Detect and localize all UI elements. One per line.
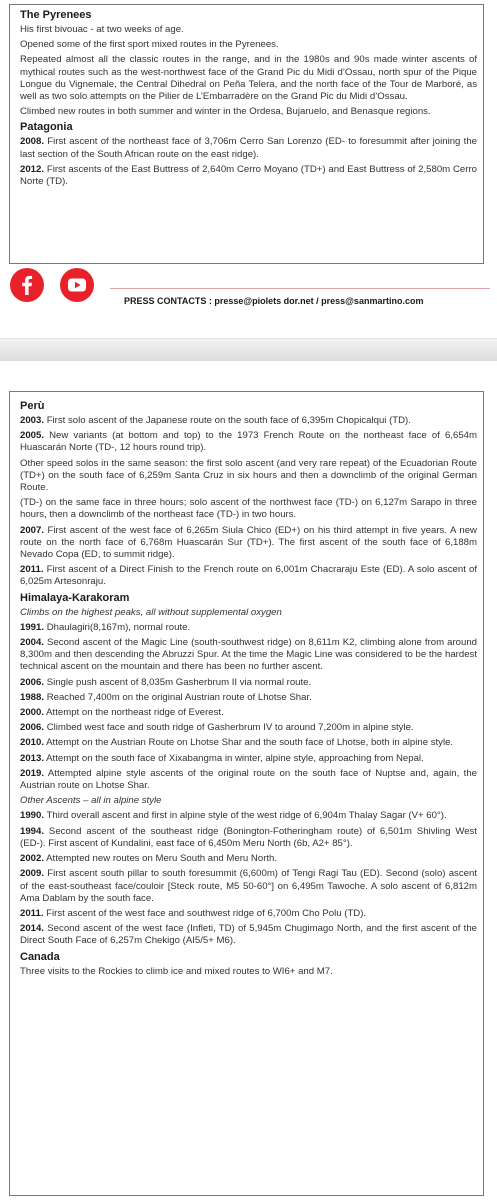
entry-year: 2008. <box>20 136 45 148</box>
section-title-peru: Perù <box>20 400 45 412</box>
canada-entry: Three visits to the Rockies to climb ice and mixed routes to WI6+ and M7. <box>20 965 333 977</box>
section-title-pyrenees: The Pyrenees <box>20 9 92 21</box>
entry-year: 1990. <box>20 810 45 822</box>
entry-year: 2014. <box>20 923 45 935</box>
bio-box-top <box>9 4 484 264</box>
entry-text: First solo ascent of the Japanese route on the south face of 6,395m Chopicalqui (TD). <box>46 415 411 426</box>
press-contacts: PRESS CONTACTS : presse@piolets dor.net / press@sanmartino.com <box>124 296 424 306</box>
entry-text: Climbed west face and south ridge of Gasherbrum IV to around 7,200m in alpine style. <box>46 722 414 734</box>
entry-year: 2011. <box>20 907 44 919</box>
section-title-canada: Canada <box>20 950 60 963</box>
other-entry <box>20 923 477 947</box>
pyrenees-line-1: His first bivouac - at two weeks of age. <box>20 24 184 35</box>
entry-text: First ascent south pillar to south foresummit (6,600m) of Tengi Ragi Tau (ED). Second (solo) ascent of the east-southeast face/couloir [Steck route, M5 50-60°] on 6,495m Tawoche. A solo ascent of 6,812m Ama Dablam by the south face. <box>20 868 477 904</box>
other-entry <box>20 810 477 822</box>
himalaya-entry <box>20 722 477 734</box>
entry-text: First ascent of the west face of 6,265m Siula Chico (ED+) on his third attempt in five years. A new route on the north face of 6,768m Huascarán Sur (TD+). The first ascent of the south face of 6,188m Nevado Copa (ED, to summit ridge). <box>20 524 477 561</box>
patagonia-entry <box>20 164 477 188</box>
entry-year: 2007. <box>20 524 45 536</box>
entry-text: First ascent of the west face and southwest ridge of 6,700m Cho Polu (TD). <box>46 907 367 919</box>
entry-text: Attempt on the Austrian Route on Lhotse Shar and the south face of Lhotse, both in alpine style. <box>46 737 454 749</box>
himalaya-entry <box>20 768 477 792</box>
entry-year: 1994. <box>20 825 45 837</box>
peru-entry <box>20 458 477 495</box>
entry-year: 2013. <box>20 752 45 764</box>
peru-entry <box>20 564 477 588</box>
entry-year: 2019. <box>20 767 45 779</box>
entry-year: 1991. <box>20 621 45 633</box>
page-separator <box>0 338 497 361</box>
entry-text: First ascent of the northeast face of 3,706m Cerro San Lorenzo (ED- to foresummit after joining the last section of the South African route on the east ridge). <box>20 136 477 160</box>
peru-entry <box>20 497 477 521</box>
entry-year: 2010. <box>20 737 45 749</box>
entry-year: 2000. <box>20 707 45 719</box>
himalaya-entry <box>20 622 477 634</box>
other-entry <box>20 853 477 865</box>
himalaya-entry <box>20 707 477 719</box>
entry-year: 2006. <box>20 722 45 734</box>
other-entry <box>20 908 477 920</box>
himalaya-entry <box>20 677 477 689</box>
pyrenees-line-3: Repeated almost all the classic routes in the range, and in the 1980s and 90s made winter ascents of mythical routes such as the west-northwest face of the Grand Pic du Midi d’Ossau, north spur of the Pique Longue du Vignemale, the Central Dihedral on Peña Telera, and the north face of the Tour de Marboré, as well as two solo attempts on the Pilier de L’Embarradère on the Grand Pic du Midi d’Ossau. <box>20 54 477 103</box>
youtube-icon[interactable] <box>60 268 94 302</box>
entry-text: Attempted new routes on Meru South and Meru North. <box>46 853 278 865</box>
contacts-divider <box>110 288 490 289</box>
entry-text: Third overall ascent and first in alpine style of the west ridge of 6,904m Thalay Sagar (V+ 60°). <box>46 810 447 822</box>
peru-entry <box>20 525 477 562</box>
entry-text: Single push ascent of 8,035m Gasherbrum II via normal route. <box>46 676 312 688</box>
entry-year: 2009. <box>20 868 45 880</box>
entry-text: Attempt on the south face of Xixabangma in winter, alpine style, approaching from Nepal. <box>46 752 424 764</box>
facebook-icon[interactable] <box>10 268 44 302</box>
section-title-himalaya: Himalaya-Karakoram <box>20 591 130 604</box>
pyrenees-line-2: Opened some of the first sport mixed routes in the Pyrenees. <box>20 39 279 51</box>
entry-text: Dhaulagiri(8,167m), normal route. <box>46 621 191 633</box>
himalaya-entry <box>20 637 477 674</box>
entry-text: Reached 7,400m on the original Austrian route of Lhotse Shar. <box>46 691 312 703</box>
himalaya-entry <box>20 753 477 765</box>
youtube-glyph <box>60 268 94 302</box>
pyrenees-line-4: Climbed new routes in both summer and winter in the Ordesa, Bujaruelo, and Benasque regions. <box>20 106 431 118</box>
other-entry <box>20 868 477 905</box>
entry-year: 2003. <box>20 415 45 426</box>
peru-entry <box>20 415 477 427</box>
entry-year: 2012. <box>20 163 45 175</box>
patagonia-entry <box>20 136 477 160</box>
peru-entry <box>20 430 477 454</box>
entry-text: First ascents of the East Buttress of 2,640m Cerro Moyano (TD+) and East Buttress of 2,580m Cerro Norte (TD). <box>20 163 477 188</box>
entry-text: New variants (at bottom and top) to the 1973 French Route on the northeast face of 6,654m Huascarán Norte (TD-, 12 hours round trip). <box>20 430 477 454</box>
entry-year: 2006. <box>20 676 45 688</box>
entry-text: Second ascent of the Magic Line (south-southwest ridge) on 8,611m K2, climbing alone from around 8,300m and then descending the Abruzzi Spur. At the time the Magic Line was considered to be the hardest technical ascent on the mountain and there has been no further ascent. <box>20 637 477 673</box>
section-title-patagonia: Patagonia <box>20 121 73 134</box>
entry-year: 2004. <box>20 637 45 649</box>
himalaya-entry <box>20 692 477 704</box>
entry-text: First ascent of a Direct Finish to the French route on 6,001m Chacraraju Este (ED). A solo ascent of 6,025m Artesonraju. <box>20 564 477 588</box>
facebook-glyph <box>10 268 44 302</box>
himalaya-subtitle: Climbs on the highest peaks, all without supplemental oxygen <box>20 606 282 618</box>
himalaya-entry <box>20 737 477 749</box>
entry-year: 2005. <box>20 430 45 442</box>
other-entry <box>20 826 477 850</box>
entry-year: 2002. <box>20 853 45 865</box>
entry-text: (TD-) on the same face in three hours; solo ascent of the northwest face (TD-) on 6,127m Sarapo in three hours, then a downclimb of the northeast face (TD-) in two hours. <box>20 497 477 521</box>
entry-text: Second ascent of the southeast ridge (Bonington-Fotheringham route) of 6,501m Shivling West (ED-). First ascent of Kundalini, east face of 6,450m Meru North (6b, A2+ 85°). <box>20 825 477 849</box>
bio-box-bottom <box>9 391 484 1196</box>
other-ascents-subtitle: Other Ascents – all in alpine style <box>20 795 162 807</box>
entry-text: Attempted alpine style ascents of the original route on the south face of Nuptse and, again, the Austrian route on Lhotse Shar. <box>20 767 477 792</box>
entry-text: Second ascent of the west face (Infleti, TD) of 5,945m Chugimago North, and the first ascent of the Direct South Face of 6,257m Chekigo (AI5/5+ M6). <box>20 923 477 947</box>
entry-text: Other speed solos in the same season: the first solo ascent (and very rare repeat) of the Ecuadorian Route (TD+) on the south face of 6,259m Santa Cruz in six hours and then a downclimb of the original German Route. <box>20 457 477 494</box>
entry-text: Attempt on the northeast ridge of Everest. <box>46 707 224 719</box>
entry-year: 1988. <box>20 691 45 703</box>
entry-year: 2011. <box>20 564 44 576</box>
